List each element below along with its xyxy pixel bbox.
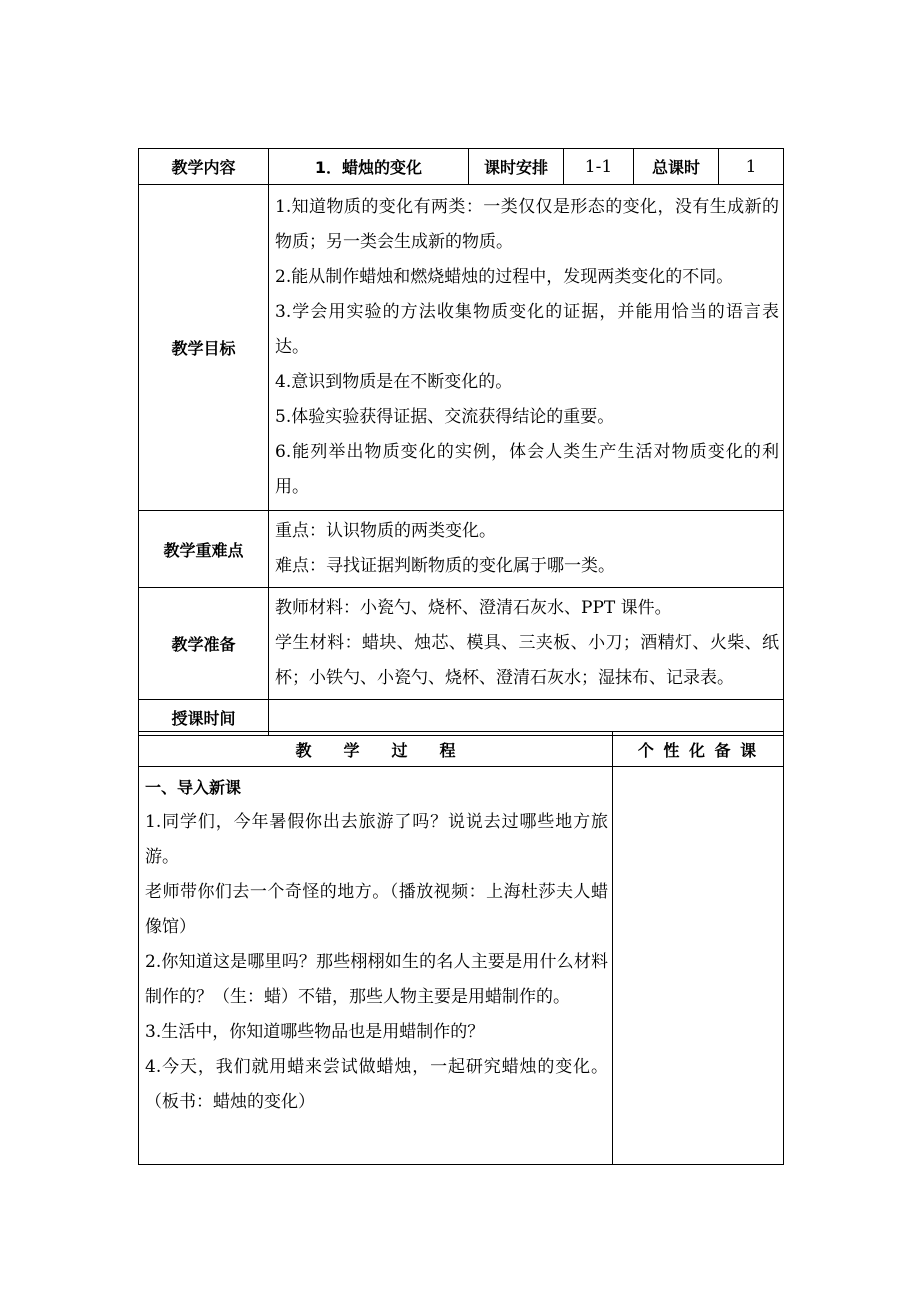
key-point-item: 重点：认识物质的两类变化。 bbox=[275, 521, 496, 541]
preparation-item: 学生材料：蜡块、烛芯、模具、三夹板、小刀；酒精灯、火柴、纸杯；小铁勺、小瓷勺、烧杯、澄清石灰水；湿抹布、记录表。 bbox=[275, 633, 779, 688]
objective-item: 3.学会用实验的方法收集物质变化的证据，并能用恰当的语言表达。 bbox=[275, 302, 779, 357]
process-paragraph: 3.生活中，你知道哪些物品也是用蜡制作的？ bbox=[145, 1022, 485, 1042]
objectives-content bbox=[269, 185, 784, 511]
objective-item: 4.意识到物质是在不断变化的。 bbox=[275, 372, 513, 392]
process-paragraph: 老师带你们去一个奇怪的地方。（播放视频：上海杜莎夫人蜡像馆） bbox=[145, 882, 608, 937]
total-value: 1 bbox=[719, 149, 784, 185]
schedule-label: 课时安排 bbox=[469, 149, 564, 185]
schedule-value: 1-1 bbox=[564, 149, 634, 185]
lesson-info-table bbox=[138, 148, 784, 736]
objective-item: 2.能从制作蜡烛和燃烧蜡烛的过程中，发现两类变化的不同。 bbox=[275, 267, 734, 287]
class-time-label: 授课时间 bbox=[139, 700, 269, 736]
objective-item: 6.能列举出物质变化的实例，体会人类生产生活对物质变化的利用。 bbox=[275, 442, 779, 497]
notes-header: 个 性 化 备 课 bbox=[613, 732, 784, 767]
process-content bbox=[139, 767, 613, 1165]
content-label: 教学内容 bbox=[139, 149, 269, 185]
total-label: 总课时 bbox=[634, 149, 719, 185]
process-paragraph: 2.你知道这是哪里吗？那些栩栩如生的名人主要是用什么材料制作的？（生：蜡）不错，那些人物主要是用蜡制作的。 bbox=[145, 952, 608, 1007]
objective-item: 5.体验实验获得证据、交流获得结论的重要。 bbox=[275, 407, 615, 427]
key-points-label: 教学重难点 bbox=[139, 511, 269, 588]
lesson-title: 1．蜡烛的变化 bbox=[269, 149, 469, 185]
process-header: 教 学 过 程 bbox=[139, 732, 613, 767]
key-point-item: 难点：寻找证据判断物质的变化属于哪一类。 bbox=[275, 556, 615, 576]
section-title: 一、导入新课 bbox=[145, 778, 242, 797]
process-paragraph: 4.今天，我们就用蜡来尝试做蜡烛，一起研究蜡烛的变化。（板书：蜡烛的变化） bbox=[145, 1057, 608, 1112]
objectives-label: 教学目标 bbox=[139, 185, 269, 511]
preparation-content bbox=[269, 588, 784, 700]
process-paragraph: 1.同学们，今年暑假你出去旅游了吗？说说去过哪些地方旅游。 bbox=[145, 812, 608, 867]
objective-item: 1.知道物质的变化有两类：一类仅仅是形态的变化，没有生成新的物质；另一类会生成新的物质。 bbox=[275, 197, 779, 252]
preparation-label: 教学准备 bbox=[139, 588, 269, 700]
key-points-content bbox=[269, 511, 784, 588]
preparation-item: 教师材料：小瓷勺、烧杯、澄清石灰水、PPT 课件。 bbox=[275, 598, 672, 618]
teaching-process-table bbox=[138, 731, 784, 1165]
personal-notes-cell bbox=[613, 767, 784, 1165]
